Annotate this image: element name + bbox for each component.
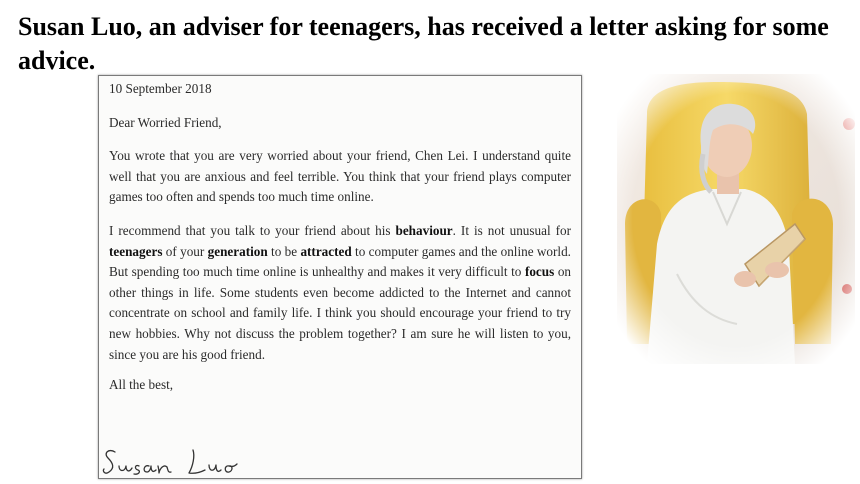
keyword-generation: generation [207, 243, 268, 259]
p2-text: of your [162, 243, 208, 259]
letter-closing: All the best, [109, 377, 174, 393]
letter-paragraph-1: You wrote that you are very worried about your friend, Chen Lei. I understand quite well that you are anxious and feel terrible. You think that your friend plays computer games too often and spends too much time online. [109, 148, 571, 205]
p2-text: on other things in life. Some students even become addicted to the Internet and cannot concentrate on school and family life. I think you should encourage your friend to try new hobbies. Why not discuss the problem together? I am sure he will listen to you, since you are his good friend. [109, 264, 572, 362]
keyword-teenagers: teenagers [109, 243, 163, 259]
woman-reading-photo [617, 74, 855, 364]
signature-image [101, 444, 301, 478]
letter-paragraph-2 [109, 221, 571, 365]
p2-text: . It is not unusual for [452, 222, 571, 238]
p2-text: I recommend that you talk to your friend about his [109, 222, 396, 238]
letter-date: 10 September 2018 [109, 81, 212, 96]
letter-document [98, 75, 582, 479]
page-title: Susan Luo, an adviser for teenagers, has received a letter asking for some advice. [18, 12, 829, 75]
keyword-attracted: attracted [300, 243, 352, 259]
keyword-behaviour: behaviour [395, 222, 453, 238]
keyword-focus: focus [524, 264, 555, 280]
letter-greeting: Dear Worried Friend, [109, 114, 222, 130]
p2-text: to computer games and the online world. But spending too much time online is unhealthy and makes it very difficult to [109, 243, 571, 280]
p2-text: to be [267, 243, 301, 259]
